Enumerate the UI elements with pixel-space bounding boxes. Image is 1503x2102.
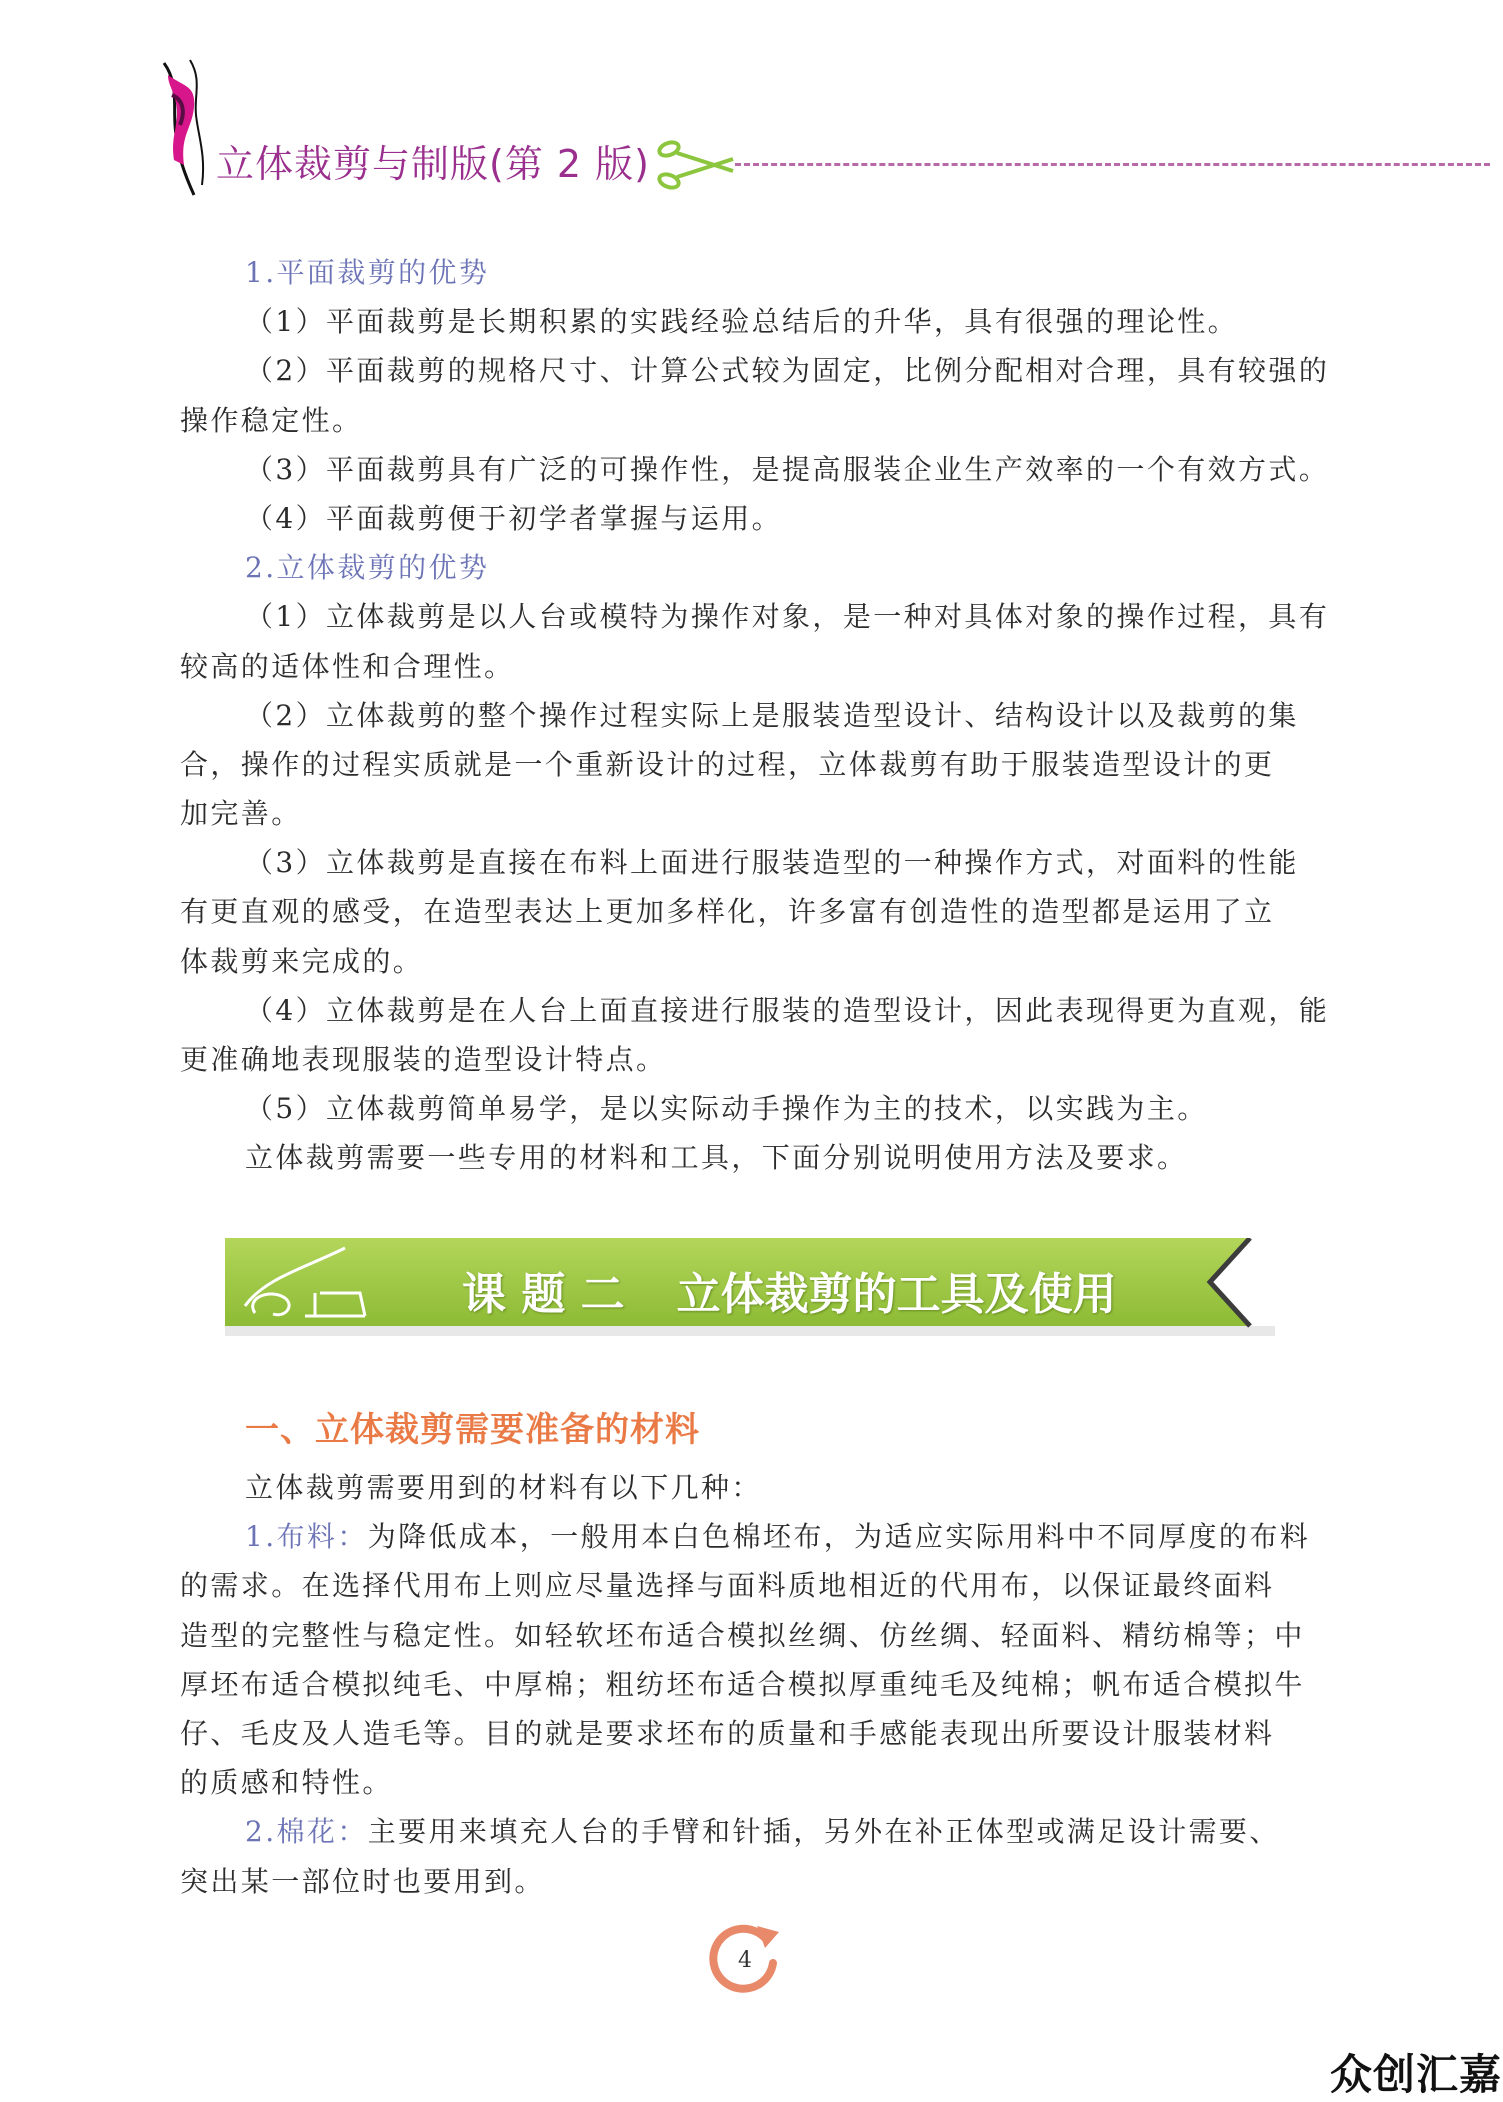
paragraph-line: （3）平面裁剪具有广泛的可操作性，是提高服装企业生产效率的一个有效方式。 [245, 452, 1330, 486]
paragraph-line: （4）平面裁剪便于初学者掌握与运用。 [245, 501, 783, 535]
subheading: 1.平面裁剪的优势 [245, 256, 490, 289]
paragraph-line: 仔、毛皮及人造毛等。目的就是要求坯布的质量和手感能表现出所要设计服装材料 [180, 1716, 1275, 1750]
paragraph-line: 合，操作的过程实质就是一个重新设计的过程，立体裁剪有助于服装造型设计的更 [180, 747, 1275, 781]
watermark: 众创汇嘉 [1330, 2050, 1503, 2099]
page-number-badge [705, 1918, 790, 1998]
paragraph-line: （3）立体裁剪是直接在布料上面进行服装造型的一种操作方式，对面料的性能 [245, 846, 1299, 880]
item-lead: 2.棉花： [245, 1815, 368, 1849]
paragraph-line: （2）立体裁剪的整个操作过程实际上是服装造型设计、结构设计以及裁剪的集 [245, 698, 1299, 732]
book-title: 立体裁剪与制版(第 2 版) [216, 142, 650, 186]
paragraph-line: 体裁剪来完成的。 [180, 944, 424, 978]
paragraph-line: 突出某一部位时也要用到。 [180, 1864, 545, 1898]
paragraph-line: 有更直观的感受，在造型表达上更加多样化，许多富有创造性的造型都是运用了立 [180, 895, 1275, 929]
paragraph-line: 厚坯布适合模拟纯毛、中厚棉；粗纺坯布适合模拟厚重纯毛及纯棉；帆布适合模拟牛 [180, 1667, 1305, 1701]
paragraph-line: 较高的适体性和合理性。 [180, 649, 515, 683]
item-text: 主要用来填充人台的手臂和针插，另外在补正体型或满足设计需要、 [367, 1815, 1280, 1849]
paragraph-line: （1）立体裁剪是以人台或模特为操作对象，是一种对具体对象的操作过程，具有 [245, 600, 1330, 634]
paragraph-line: （4）立体裁剪是在人台上面直接进行服装的造型设计，因此表现得更为直观，能 [245, 993, 1330, 1027]
page-header [150, 55, 1490, 205]
paragraph-line: 加完善。 [180, 797, 302, 831]
paragraph-line: 操作稳定性。 [180, 403, 363, 437]
banner-lesson-label: 课 题 二 [462, 1269, 625, 1320]
banner-lesson-name: 立体裁剪的工具及使用 [676, 1269, 1117, 1320]
paragraph-line: 的需求。在选择代用布上则应尽量选择与面料质地相近的代用布，以保证最终面料 [180, 1569, 1275, 1603]
banner-title [462, 1258, 1117, 1322]
item-text: 为降低成本，一般用本白色棉坯布，为适应实际用料中不同厚度的布料 [367, 1520, 1311, 1554]
paragraph-line [180, 1512, 1320, 1561]
paragraph-line: 的质感和特性。 [180, 1766, 393, 1800]
paragraph-line: （5）立体裁剪简单易学，是以实际动手操作为主的技术，以实践为主。 [245, 1092, 1208, 1126]
paragraph-line: 更准确地表现服装的造型设计特点。 [180, 1043, 667, 1076]
dress-figure-icon [150, 55, 220, 200]
section-materials [180, 1463, 1320, 1906]
paragraph-line: 立体裁剪需要用到的材料有以下几种： [245, 1471, 762, 1504]
scissors-icon [655, 135, 735, 195]
item-lead: 1.布料： [245, 1520, 368, 1554]
section-advantages [180, 248, 1330, 1183]
page-number: 4 [738, 1948, 752, 1973]
subheading: 2.立体裁剪的优势 [245, 551, 490, 585]
paragraph-line: （1）平面裁剪是长期积累的实践经验总结后的升华，具有很强的理论性。 [245, 305, 1239, 339]
paragraph-line: 造型的完整性与稳定性。如轻软坯布适合模拟丝绸、仿丝绸、轻面料、精纺棉等；中 [180, 1618, 1305, 1652]
section-heading: 一、立体裁剪需要准备的材料 [245, 1410, 700, 1450]
paragraph-line: 立体裁剪需要一些专用的材料和工具，下面分别说明使用方法及要求。 [245, 1141, 1188, 1175]
paragraph-line: （2）平面裁剪的规格尺寸、计算公式较为固定，比例分配相对合理，具有较强的 [245, 354, 1330, 388]
paragraph-line [180, 1807, 1320, 1856]
header-dashed-rule [735, 163, 1490, 166]
